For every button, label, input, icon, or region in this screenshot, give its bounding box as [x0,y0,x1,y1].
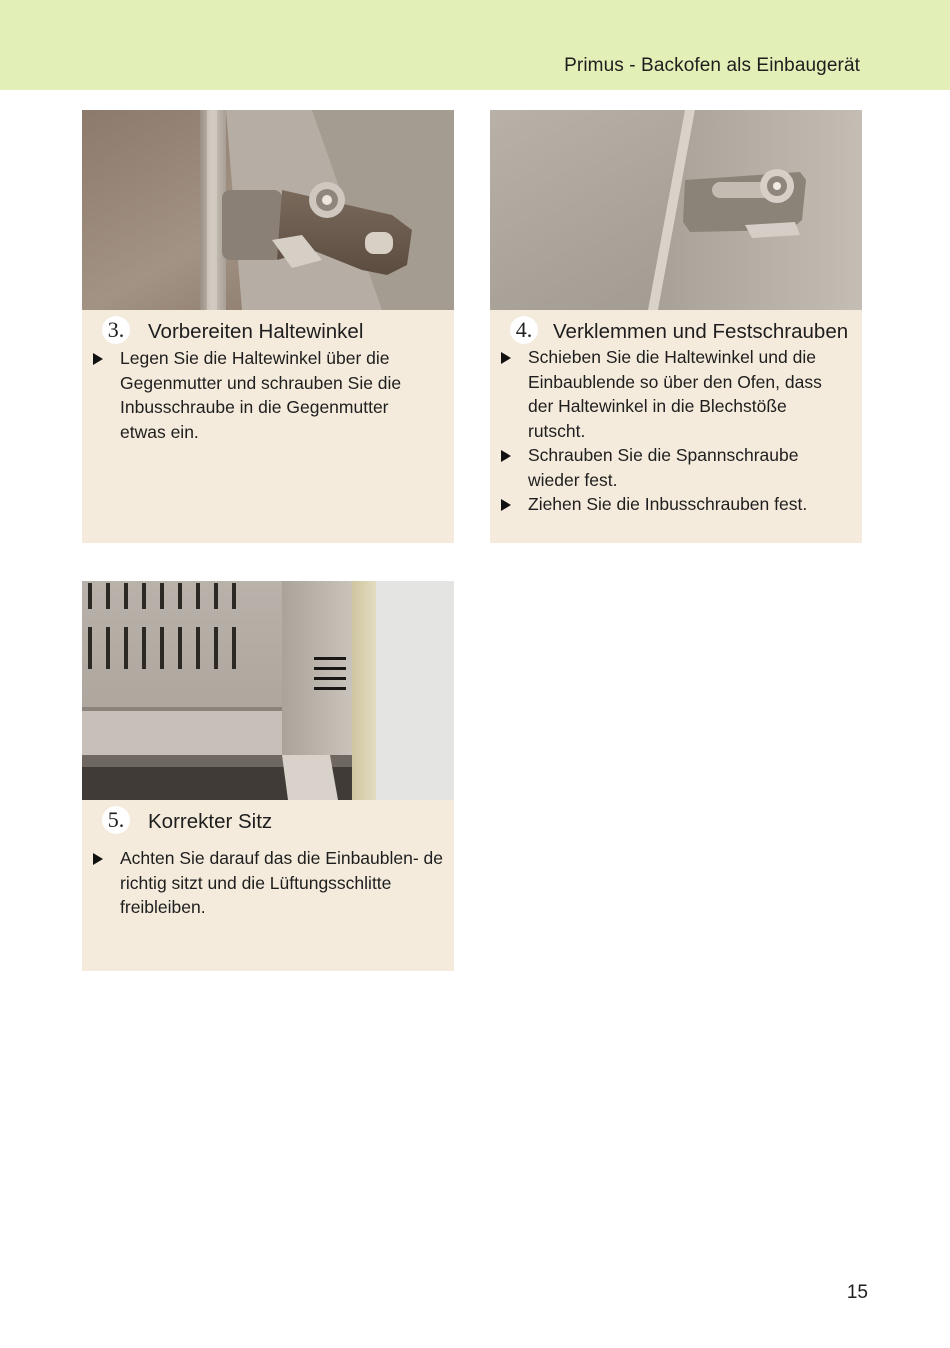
step-title: Vorbereiten Haltewinkel [148,320,364,343]
instruction-list [82,346,432,444]
retaining-bracket-photo [82,110,454,310]
instruction-list [82,846,444,920]
correct-fit-photo [82,581,454,800]
list-item: Schieben Sie die Haltewinkel und die Einbaublende so über den Ofen, dass der Haltewinkel in die Blechstöße rutscht. [490,345,842,443]
page-number: 15 [846,1282,868,1303]
page-header [0,0,950,90]
step-card-4 [490,110,862,543]
triangle-bullet-icon [501,352,511,364]
triangle-bullet-icon [501,499,511,511]
clamped-bracket-photo [490,110,862,310]
document-title: Primus - Backofen als Einbaugerät [564,55,860,76]
triangle-bullet-icon [93,853,103,865]
step-number: 5. [102,806,130,834]
step-title: Verklemmen und Festschrauben [553,320,849,343]
step-card-5 [82,581,454,971]
step-number: 3. [102,316,130,344]
step-card-3 [82,110,454,543]
list-item: Legen Sie die Haltewinkel über die Gegenmutter und schrauben Sie die Inbusschraube in die Gegenmutter etwas ein. [82,346,432,444]
step-title: Korrekter Sitz [148,810,273,833]
triangle-bullet-icon [501,450,511,462]
list-item: Ziehen Sie die Inbusschrauben fest. [490,492,842,517]
step-number: 4. [510,316,538,344]
list-item: Schrauben Sie die Spannschraube wieder fest. [490,443,842,492]
triangle-bullet-icon [93,353,103,365]
instruction-list [490,345,842,517]
list-item: Achten Sie darauf das die Einbaublen- de richtig sitzt und die Lüftungsschlitte freibleiben. [82,846,444,920]
